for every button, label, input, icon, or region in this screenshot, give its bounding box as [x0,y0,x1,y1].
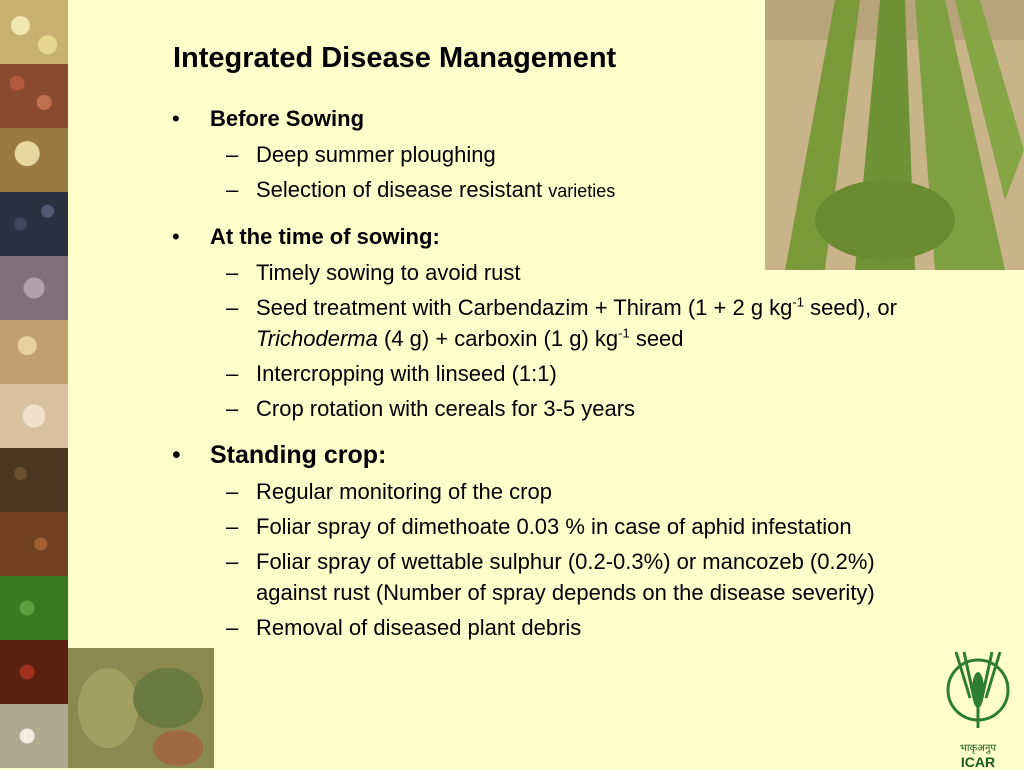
heading-text: Before Sowing [210,106,365,131]
slide-title: Integrated Disease Management [173,42,617,74]
sub-item-text: Foliar spray of dimethoate 0.03 % in case of aphid infestation [256,514,852,539]
plant-photo-image [68,648,214,768]
seed-image [0,192,68,256]
sub-item [172,546,912,608]
section-time-of-sowing [172,221,912,424]
heading-text: At the time of sowing: [210,224,440,249]
sub-item [172,358,912,389]
sub-item [172,612,912,643]
sub-item-text: Regular monitoring of the crop [256,479,552,504]
plant-photo [68,648,214,768]
dash: – [226,549,239,574]
sub-item-text: Selection of disease resistant [256,177,549,202]
bullet-dot: • [172,441,181,469]
dash: – [226,615,239,640]
seed-treatment-part1: Seed treatment with Carbendazim + Thiram (1 + 2 g kg [256,295,793,320]
slide-content [172,103,912,657]
dash: – [226,479,239,504]
dash: – [226,514,239,539]
dash: – [226,177,239,202]
sub-item-text: Deep summer ploughing [256,142,496,167]
seed-image [0,0,68,64]
seed-treatment-part2: seed), or [803,295,897,320]
trichoderma-italic: Trichoderma [256,326,378,351]
sub-item [172,257,912,288]
seed-image [0,64,68,128]
icar-devanagari: भाकृअनुप [959,743,997,754]
sub-item-small-text: varieties [548,181,616,201]
section-before-sowing [172,103,912,207]
icar-logo-text [936,740,1020,770]
seed-image [0,128,68,192]
sub-item [172,476,912,507]
seed-image [0,384,68,448]
sub-item [172,393,912,424]
bullet-dot: • [172,106,180,131]
seed-image [0,320,68,384]
superscript: -1 [618,325,630,341]
sub-item [172,511,912,542]
bullet-heading [172,103,912,135]
sub-item-text: Intercropping with linseed (1:1) [256,361,557,386]
dash: – [226,142,239,167]
sub-item-text: Foliar spray of wettable sulphur (0.2-0.3%) or mancozeb (0.2%) against rust (Number of spray depends on the disease severity) [256,549,875,605]
seed-image [0,640,68,704]
superscript: -1 [792,294,804,310]
sub-item-text: Removal of diseased plant debris [256,615,582,640]
icar-label: ICAR [960,754,996,770]
dash: – [226,295,239,320]
dash: – [226,361,239,386]
sub-item-text: Crop rotation with cereals for 3-5 years [256,396,636,421]
dash: – [226,260,239,285]
seed-image [0,576,68,640]
bullet-dot: • [172,224,180,249]
seed-image [0,704,68,768]
bullet-heading [172,438,912,472]
heading-text: Standing crop: [210,441,387,469]
seed-image [0,448,68,512]
dash: – [226,396,239,421]
seed-treatment-part4: seed [629,326,684,351]
sub-item [172,174,912,207]
sub-item-text: Timely sowing to avoid rust [256,260,521,285]
seed-image [0,256,68,320]
section-standing-crop [172,438,912,643]
seed-image [0,512,68,576]
seed-photo-strip [0,0,68,768]
sub-item-seed-treatment [172,292,912,354]
bullet-heading [172,221,912,253]
sub-item [172,139,912,170]
seed-treatment-part3: (4 g) + carboxin (1 g) kg [377,326,619,351]
